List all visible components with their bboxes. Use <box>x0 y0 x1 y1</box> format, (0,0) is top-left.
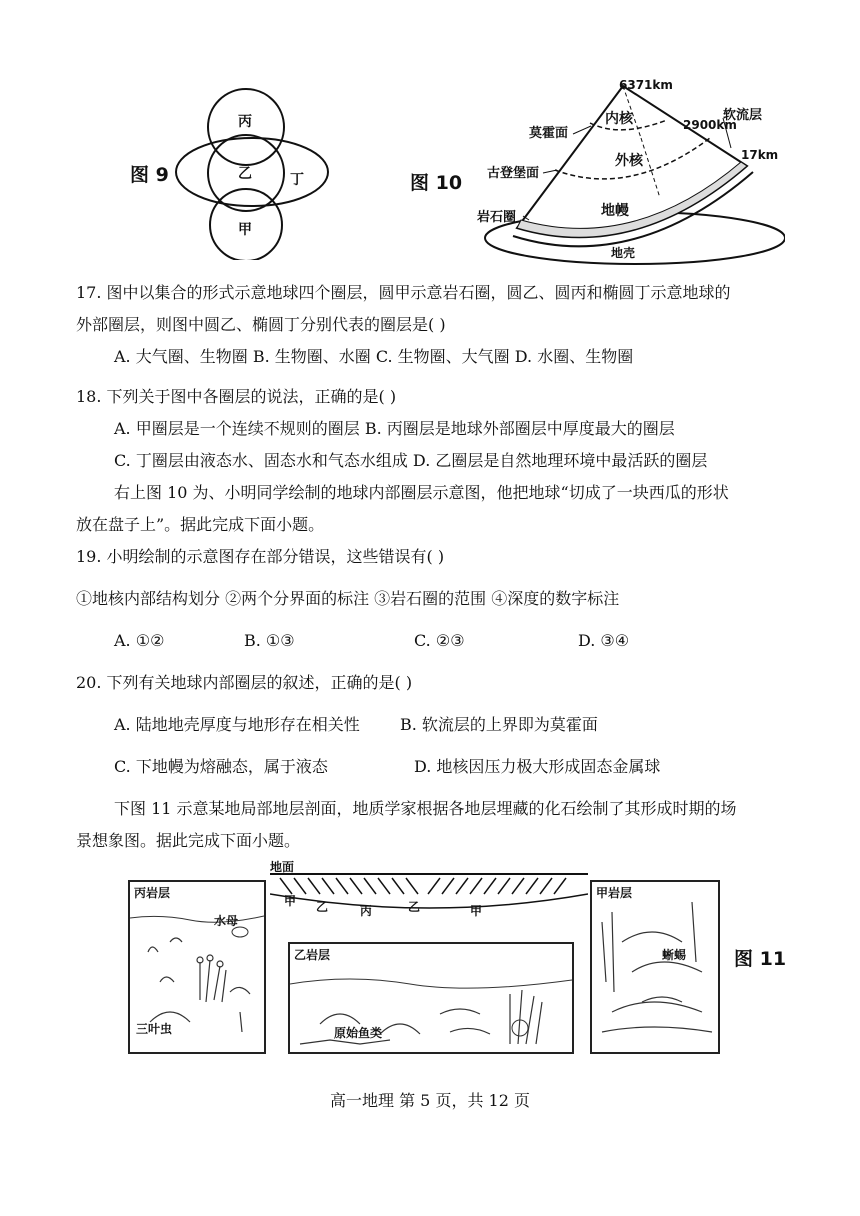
label-bing: 丙 <box>238 114 252 130</box>
crust-label: 地壳 <box>611 246 636 260</box>
figure-9 <box>120 85 350 260</box>
q20-option-d: D. 地核因压力极大形成固态金属球 <box>414 757 661 776</box>
yi-layer-panel <box>288 942 574 1054</box>
label-jia: 甲 <box>238 222 252 238</box>
lizard-label: 蜥蜴 <box>662 948 687 962</box>
q17-options: A. 大气圈、生物圈 B. 生物圈、水圈 C. 生物圈、大气圈 D. 水圈、生物圈 <box>114 347 634 366</box>
q18-options-ab: A. 甲圈层是一个连续不规则的圈层 B. 丙圈层是地球外部圈层中厚度最大的圈层 <box>114 419 675 438</box>
q20-stem: 20. 下列有关地球内部圈层的叙述，正确的是( ) <box>76 673 413 692</box>
q19-option-c: C. ②③ <box>414 631 465 650</box>
jia-layer-panel <box>590 880 720 1054</box>
figure-10 <box>405 78 785 268</box>
q20-option-b: B. 软流层的上界即为莫霍面 <box>400 715 598 734</box>
strata-yi-right: 乙 <box>408 900 421 914</box>
label-ding: 丁 <box>290 172 304 188</box>
jia-layer-scene <box>592 882 718 1052</box>
inner-core-label: 内核 <box>605 111 633 127</box>
q19-option-a: A. ①② <box>114 631 165 650</box>
depth-2900: 2900km <box>683 118 737 132</box>
lithosphere-label: 岩石圈 <box>477 210 517 225</box>
q19-stem: 19. 小明绘制的示意图存在部分错误，这些错误有( ) <box>76 547 445 566</box>
outer-core-label: 外核 <box>615 153 643 169</box>
intro2-line1: 右上图 10 为、小明同学绘制的地球内部圈层示意图，他把地球“切成了一块西瓜的形状 <box>114 483 729 502</box>
yi-layer-scene <box>290 944 572 1052</box>
q18-options-cd: C. 丁圈层由液态水、固态水和气态水组成 D. 乙圈层是自然地理环境中最活跃的圈层 <box>114 451 708 470</box>
figure-11 <box>128 858 788 1058</box>
q20-option-a: A. 陆地地壳厚度与地形存在相关性 <box>114 715 360 734</box>
depth-6371: 6371km <box>619 78 673 92</box>
gutenberg-label: 古登堡面 <box>487 166 540 181</box>
q17-line2: 外部圈层，则图中圆乙、椭圆丁分别代表的圈层是( ) <box>76 315 446 334</box>
fish-label: 原始鱼类 <box>334 1026 383 1040</box>
q19-items: ①地核内部结构划分 ②两个分界面的标注 ③岩石圈的范围 ④深度的数字标注 <box>76 589 620 608</box>
q20-option-c: C. 下地幔为熔融态，属于液态 <box>114 757 328 776</box>
intro2-line2: 放在盘子上”。据此完成下面小题。 <box>76 515 325 534</box>
bing-layer-panel <box>128 880 266 1054</box>
intro3-line1: 下图 11 示意某地局部地层剖面，地质学家根据各地层埋藏的化石绘制了其形成时期的场 <box>114 799 737 818</box>
strata-jia-right: 甲 <box>470 904 483 918</box>
strata-yi-left: 乙 <box>316 900 329 914</box>
mantle-label: 地幔 <box>601 203 629 219</box>
jellyfish-label: 水母 <box>214 914 239 928</box>
q18-stem: 18. 下列关于图中各圈层的说法，正确的是( ) <box>76 387 397 406</box>
strata-jia-left: 甲 <box>284 894 297 908</box>
yi-layer-label: 乙岩层 <box>294 948 331 962</box>
strata-bing: 丙 <box>360 904 373 918</box>
asthenosphere-label: 软流层 <box>723 108 763 123</box>
ground-label: 地面 <box>270 860 295 874</box>
ellipse-ding <box>176 138 328 206</box>
intro3-line2: 景想象图。据此完成下面小题。 <box>76 831 301 850</box>
figure-10-label: 图 10 <box>410 172 463 194</box>
figure-9-label: 图 9 <box>130 164 169 186</box>
q19-option-d: D. ③④ <box>578 631 630 650</box>
jia-layer-label: 甲岩层 <box>596 886 633 900</box>
bing-layer-label: 丙岩层 <box>134 886 171 900</box>
q17-line1: 17. 图中以集合的形式示意地球四个圈层，圆甲示意岩石圈，圆乙、圆丙和椭圆丁示意地球的 <box>76 283 731 302</box>
moho-label: 莫霍面 <box>529 126 569 141</box>
page-footer: 高一地理 第 5 页，共 12 页 <box>330 1091 530 1110</box>
label-yi: 乙 <box>238 166 252 182</box>
q19-option-b: B. ①③ <box>244 631 295 650</box>
depth-17: 17km <box>741 148 779 162</box>
trilobite-label: 三叶虫 <box>136 1022 173 1036</box>
figure-11-label: 图 11 <box>734 948 787 970</box>
